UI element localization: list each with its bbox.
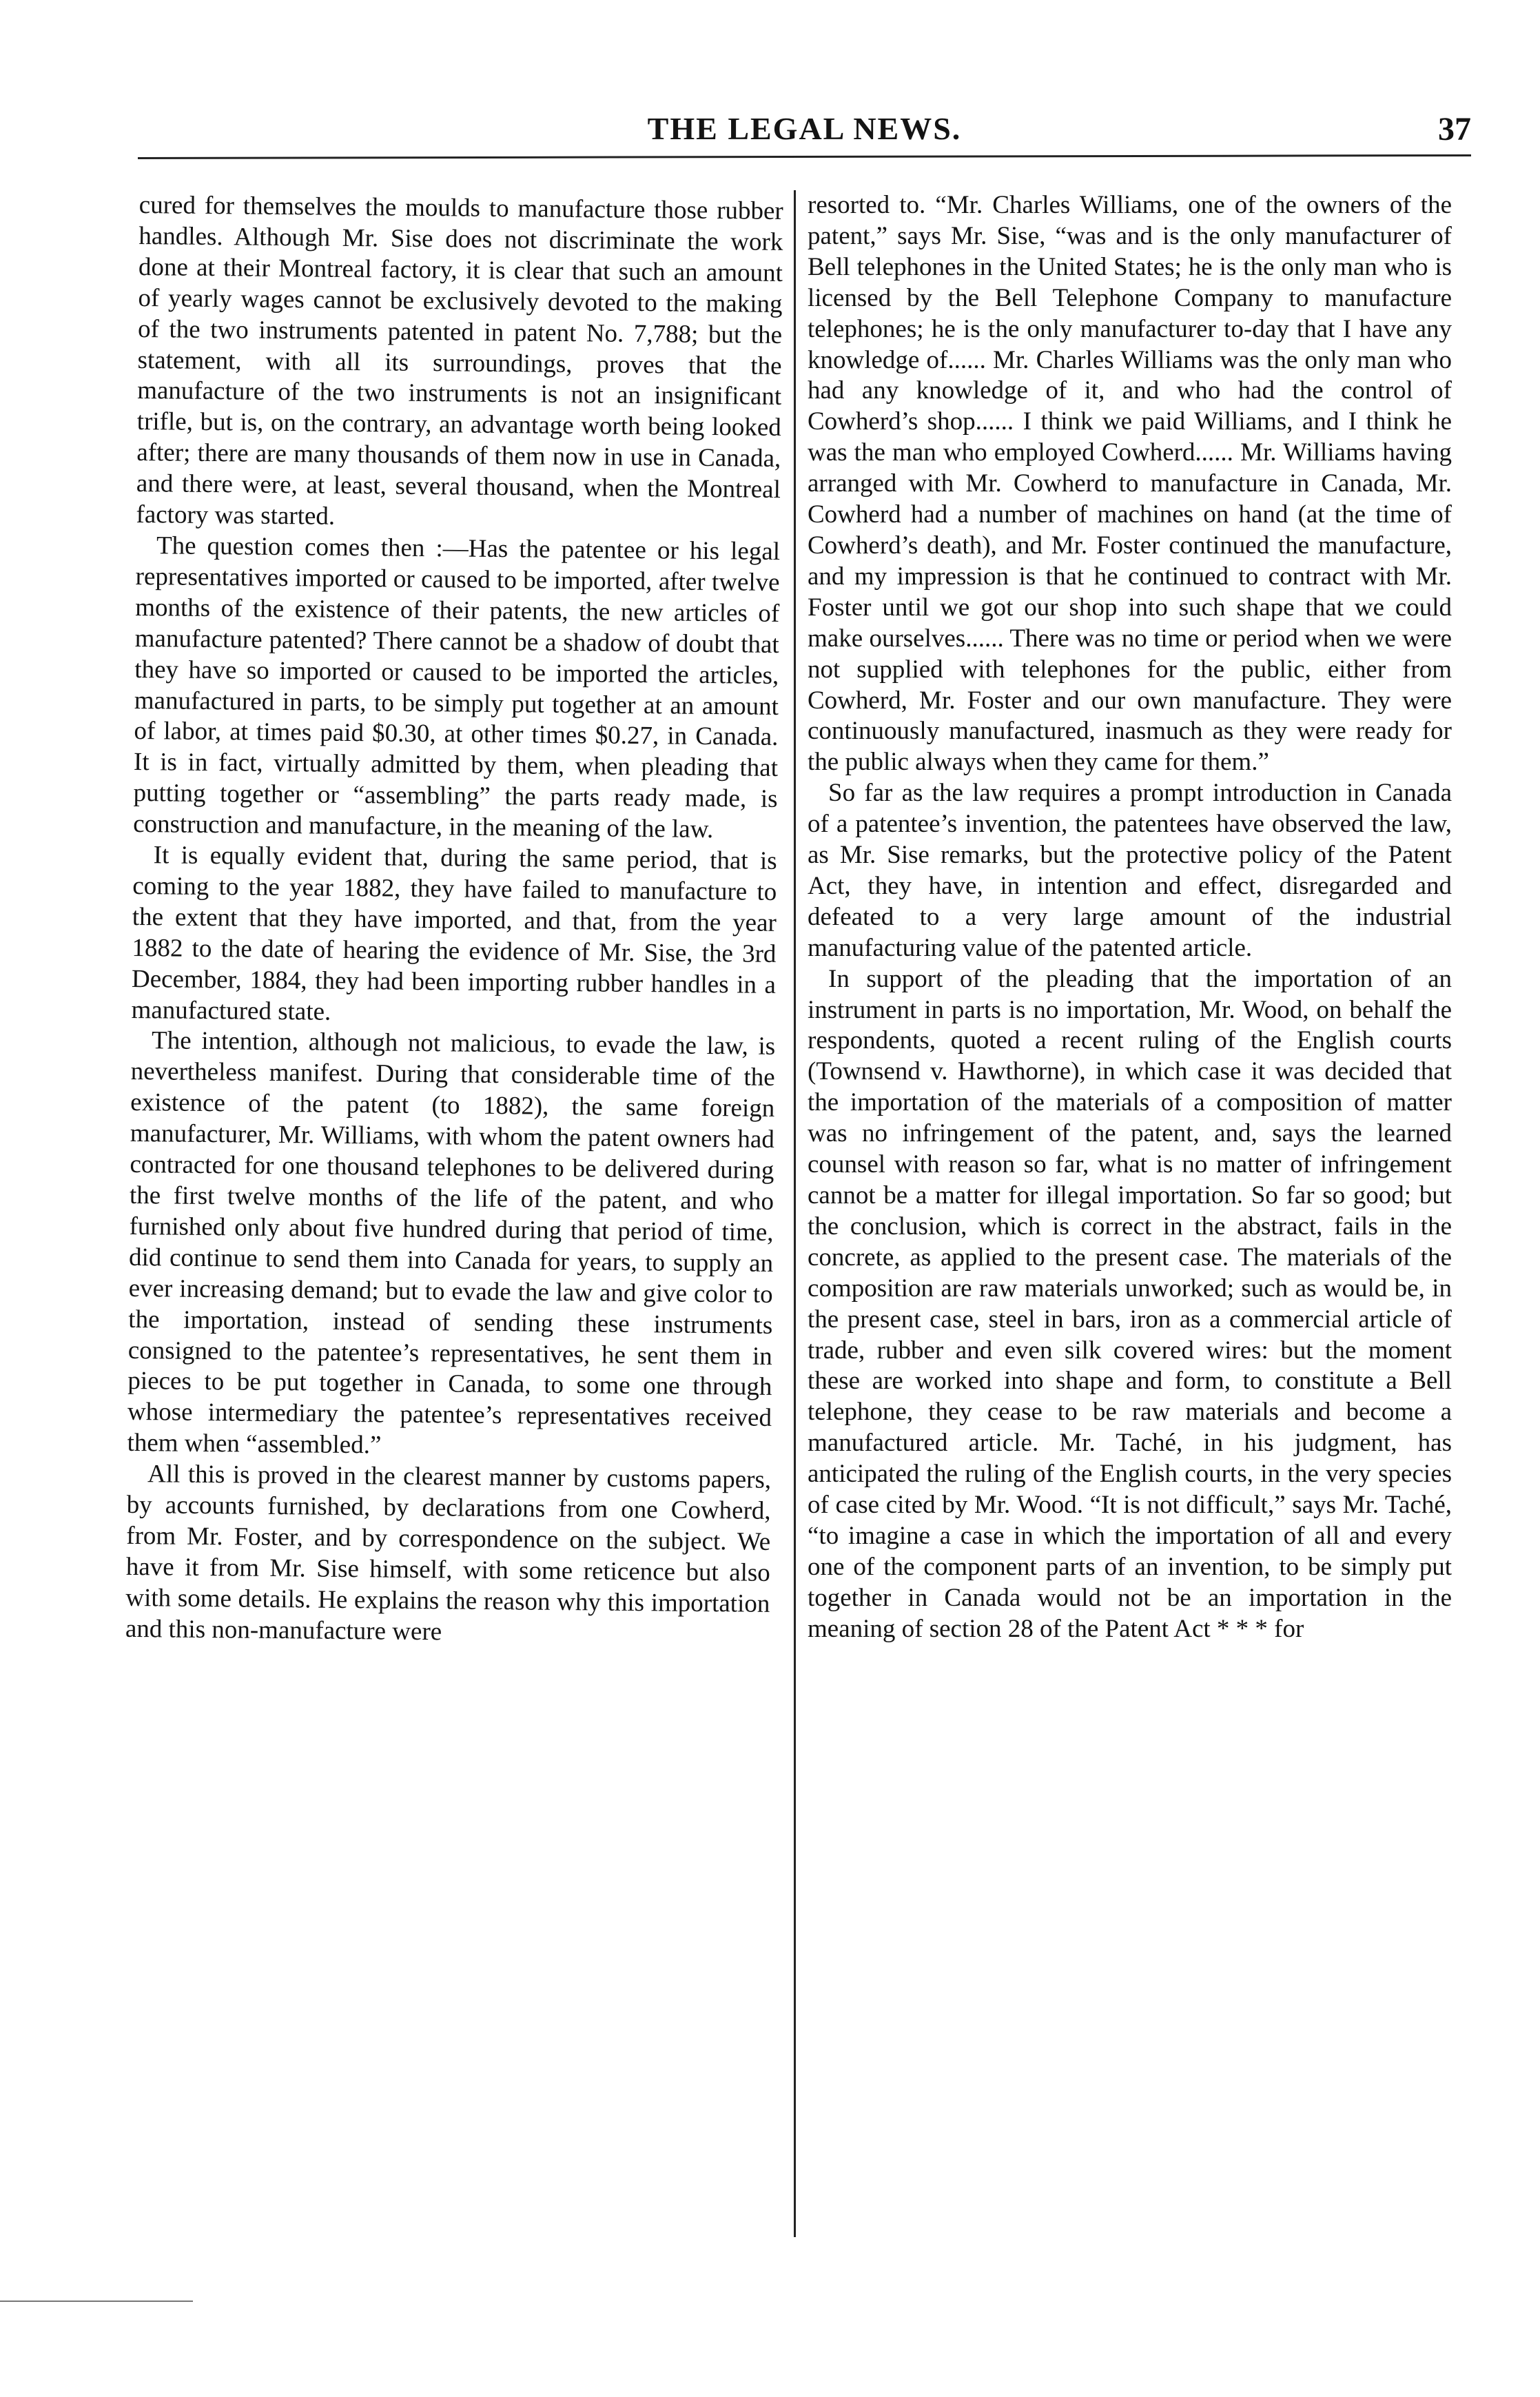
- paragraph: It is equally evident that, during the same period, that is coming to the year 1882, they have failed to manufacture to the extent that they have imported, and that, from the year 1882 to the date of hearing the evidence of Mr. Sise, the 3rd December, 1884, they had been importing rubber handles in a manufactured state.: [131, 841, 777, 1026]
- left-column: [125, 190, 783, 1651]
- paragraph: All this is proved in the clearest manner by customs papers, by accounts furnished, by declarations from one Cowherd, from Mr. Foster, and by correspondence on the subject. We have it from Mr. Sise himself, with some reticence but also with some details. He explains the reason why this importation and this non-manufacture were: [125, 1460, 772, 1646]
- footer-rule: [0, 2301, 193, 2302]
- paragraph: In support of the pleading that the importation of an instrument in parts is no importation, Mr. Wood, on behalf the respondents, quoted a recent ruling of the English courts (Townsend v. Hawthorne), in which case it was decided that the importation of the materials of a composition of matter was no infringement of the patent, and, says the learned counsel with reason so far, what is no matter of infringement cannot be a matter for illegal importation. So far so good; but the conclusion, which is correct in the abstract, fails in the concrete, as applied to the present case. The materials of the composition are raw materials unworked; such as would be, in the present case, steel in bars, iron as a commercial article of trade, rubber and even silk covered wires: but the moment these are worked into shape and form, to constitute a Bell telephone, they cease to be raw materials and become a manufactured article. Mr. Taché, in his judgment, has anticipated the ruling of the English courts, in the very species of case cited by Mr. Wood. “It is not difficult,” says Mr. Taché, “to imagine a case in which the importation of all and every one of the component parts of an invention, to be simply put together in Canada would not be an importation in the meaning of section 28 of the Patent Act * * * for: [808, 964, 1452, 1643]
- column-divider: [794, 190, 796, 2237]
- paragraph: resorted to. “Mr. Charles Williams, one of the owners of the patent,” says Mr. Sise, “was and is the only manufacturer of Bell telephones in the United States; he is the only man who is licensed by the Bell Telephone Company to manufacture telephones; he is the only manufacturer to-day that I have any knowledge of...... Mr. Charles Williams was the only man who had any knowledge of it, and who had the control of Cowherd’s shop...... I think we paid Williams, and I think he was the man who employed Cowherd...... Mr. Williams having arranged with Mr. Cowherd to manufacture in Canada, Mr. Cowherd had a number of machines on hand (at the time of Cowherd’s death), and Mr. Foster continued the manufacture, and my impression is that he continued to contract with Mr. Foster until we got our shop into such shape that we could make ourselves...... There was no time or period when we were not supplied with telephones for the public, either from Cowherd, Mr. Foster and our own manufacture. They were continuously manufactured, inasmuch as they were ready for the public always when they came for them.”: [808, 191, 1452, 777]
- paragraph: So far as the law requires a prompt introduction in Canada of a patentee’s invention, the patentees have observed the law, as Mr. Sise remarks, but the protective policy of the Patent Act, they have, in intention and effect, disregarded and defeated to a very large amount of the industrial manufacturing value of the patented article.: [808, 779, 1452, 962]
- page-number: 37: [1438, 111, 1471, 147]
- paragraph: cured for themselves the moulds to manufacture those rubber handles. Although Mr. Sise does not discriminate the work done at their Montreal factory, it is clear that such an amount of yearly wages cannot be exclusively devoted to the making of the two instruments patented in patent No. 7,788; but the statement, with all its surroundings, proves that the manufacture of the two instruments is not an insignificant trifle, but is, on the contrary, an advantage worth being looked after; there are many thousands of them now in use in Canada, and there were, at least, several thousand, when the Montreal factory was started.: [136, 190, 783, 531]
- paragraph: The question comes then :—Has the patentee or his legal representatives imported or caused to be imported, after twelve months of the existence of their patents, the new articles of manufacture patented? There cannot be a shadow of doubt that they have so imported or caused to be imported the articles, manufactured in parts, to be simply put together at an amount of labor, at times paid $0.30, at other times $0.27, in Canada. It is in fact, virtually admitted by them, when pleading that putting together or “assembling” the parts ready made, is construction and manufacture, in the meaning of the law.: [132, 531, 781, 844]
- page-header: [138, 110, 1471, 159]
- right-column: [808, 190, 1452, 1645]
- paragraph: The intention, although not malicious, to evade the law, is nevertheless manifest. During that considerable time of the existence of the patent (to 1882), the same foreign manufacturer, Mr. Williams, with whom the patent owners had contracted for one thousand telephones to be delivered during the first twelve months of the life of the patent, and who furnished only about five hundred during that period of time, did continue to send them into Canada for years, to supply an ever increasing demand; but to evade the law and give color to the importation, instead of sending these instruments consigned to the patentee’s representatives, he sent them in pieces to be put together in Canada, to some one through whose intermediary the patentee’s representatives received them when “assembled.”: [127, 1026, 776, 1460]
- running-title: THE LEGAL NEWS.: [647, 111, 962, 146]
